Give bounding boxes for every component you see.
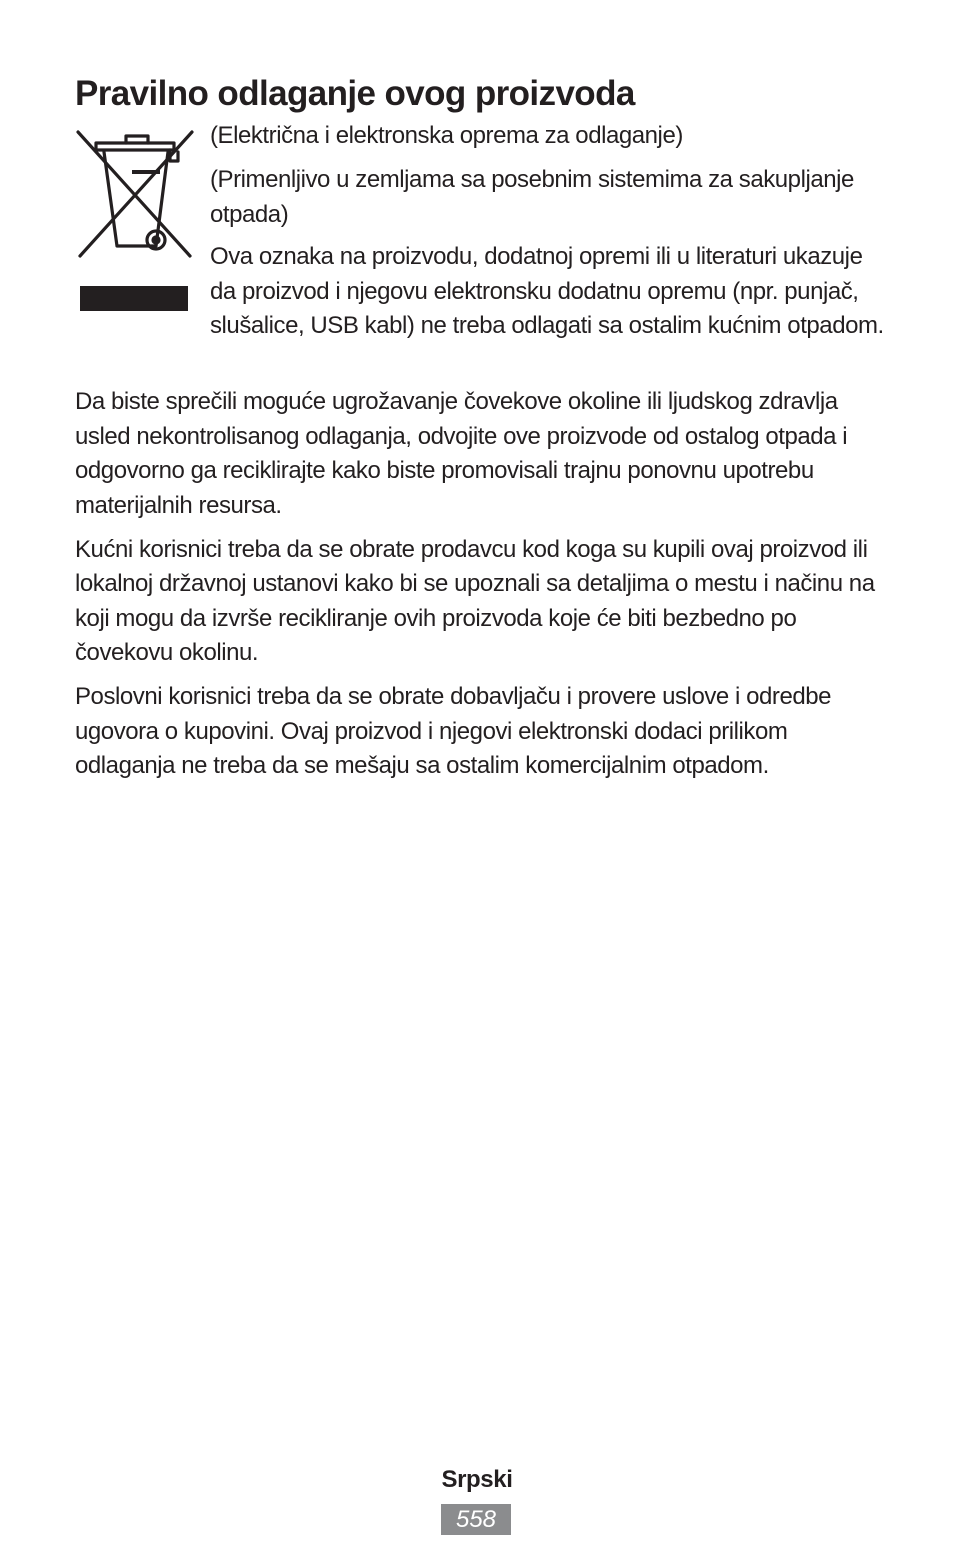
- paragraph-business-users: Poslovni korisnici treba da se obrate dobavljaču i provere uslove i odredbe ugovora o kupovini. Ovaj proizvod i njegovi elektronski dodaci prilikom odlaganja ne treba da se mešaju sa ostalim komercijalnim otpadom.: [75, 683, 832, 779]
- icon-spacer: [75, 240, 210, 340]
- paragraph-household-users: Kućni korisnici treba da se obrate prodavcu kod koga su kupili ovaj proizvod ili lokalnoj državnoj ustanovi kako bi se upoznali sa detaljima o mestu i načinu na koji mogu da izvrše recikliranje ovih proizvoda koje će biti bezbedno po čovekovu okolinu.: [75, 535, 875, 666]
- page-title: Pravilno odlaganje ovog proizvoda: [75, 74, 635, 113]
- paragraph-prevention: Da biste sprečili moguće ugrožavanje čovekove okoline ili ljudskog zdravlja usled nekontrolisanog odlaganja, odvojite ove proizvode od ostalog otpada i odgovorno ga reciklirajte kako biste promovisali trajnu ponovnu upotrebu materijalnih resursa.: [75, 388, 848, 519]
- body-paragraphs: [75, 385, 885, 793]
- page-number: 558: [441, 1504, 511, 1535]
- intro-marking-block: [75, 240, 885, 344]
- intro-equipment-line: (Električna i elektronska oprema za odlaganje): [210, 122, 683, 149]
- intro-marking-text: Ova oznaka na proizvodu, dodatnoj opremi ili u literaturi ukazuje da proizvod i njegovu elektronsku dodatnu opremu (npr. punjač, slušalice, USB kabl) ne treba odlagati sa ostalim kućnim otpadom.: [210, 243, 884, 339]
- intro-applicability-line: (Primenljivo u zemljama sa posebnim sistemima za sakupljanje otpada): [210, 166, 854, 228]
- footer-language: Srpski: [441, 1466, 513, 1493]
